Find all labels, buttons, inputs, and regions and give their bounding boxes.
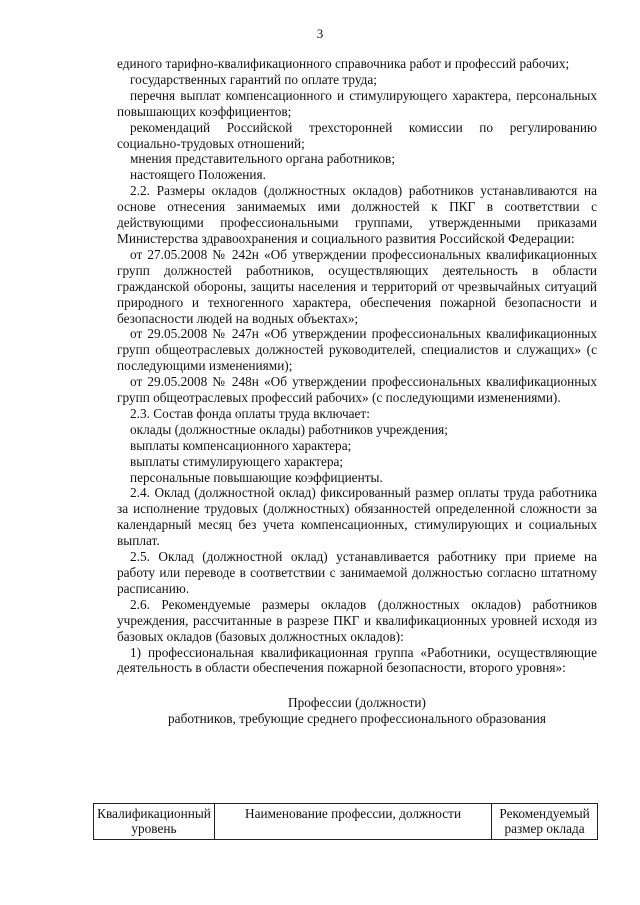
column-header-salary: Рекомендуемый размер оклада <box>492 804 598 840</box>
column-header-level: Квалификационный уровень <box>94 804 215 840</box>
paragraph: единого тарифно-квалификационного справочника работ и профессий рабочих; <box>117 56 570 71</box>
paragraph: выплаты стимулирующего характера; <box>130 453 344 469</box>
paragraph: 2.3. Состав фонда оплаты труда включает: <box>130 405 370 421</box>
professions-table <box>93 803 598 840</box>
paragraph: от 29.05.2008 № 248н «Об утверждении профессиональных квалификационных групп общеотраслевых профессий рабочих» (с последующими изменениями). <box>117 374 597 406</box>
paragraph: персональные повышающие коэффициенты. <box>130 469 383 485</box>
paragraph: 2.2. Размеры окладов (должностных окладов) работников устанавливаются на основе отнесения занимаемых ими должностей к ПКГ в соответствии с действующими профессиональными группами, утвержденными приказами Министерства здравоохранения и социального развития Российской Федерации: <box>117 183 597 246</box>
paragraph: настоящего Положения. <box>130 167 266 183</box>
table-header-row <box>94 804 598 840</box>
paragraph: мнения представительного органа работников; <box>130 151 396 167</box>
paragraph: перечня выплат компенсационного и стимулирующего характера, персональных повышающих коэффициентов; <box>117 87 597 119</box>
paragraph: 2.6. Рекомендуемые размеры окладов (должностных окладов) работников учреждения, рассчитанные в разрезе ПКГ и квалификационных уровней исходя из базовых окладов (базовых должностных окладов): <box>117 596 597 644</box>
paragraph: 1) профессиональная квалификационная группа «Работники, осуществляющие деятельность в области обеспечения пожарной безопасности, второго уровня»: <box>117 644 597 676</box>
document-body <box>117 56 597 727</box>
paragraph: выплаты компенсационного характера; <box>130 437 352 453</box>
page-number: 3 <box>316 26 324 41</box>
caption-line: работников, требующие среднего профессионального образования <box>168 711 546 727</box>
paragraph: оклады (должностные оклады) работников учреждения; <box>130 421 448 437</box>
paragraph: 2.5. Оклад (должностной оклад) устанавливается работнику при приеме на работу или переводе в соответствии с занимаемой должностью согласно штатному расписанию. <box>117 549 597 596</box>
paragraph: 2.4. Оклад (должностной оклад) фиксированный размер оплаты труда работника за исполнение трудовых (должностных) обязанностей определенной сложности за календарный месяц без учета компенсационных, стимулирующих и социальных выплат. <box>117 485 597 549</box>
paragraph: государственных гарантий по оплате труда; <box>130 71 377 87</box>
paragraph: рекомендаций Российской трехсторонней комиссии по регулированию социально-трудовых отношений; <box>117 119 597 151</box>
paragraph: от 27.05.2008 № 242н «Об утверждении профессиональных квалификационных групп должностей работников, осуществляющих деятельность в области гражданской обороны, защиты населения и территорий от чрезвычайных ситуаций природного и техногенного характера, обеспечения пожарной безопасности и безопасности людей на водных объектах»; <box>117 246 597 326</box>
caption-line: Профессии (должности) <box>288 695 426 711</box>
column-header-profession: Наименование профессии, должности <box>214 804 491 840</box>
paragraph: от 29.05.2008 № 247н «Об утверждении профессиональных квалификационных групп общеотраслевых должностей руководителей, специалистов и служащих» (с последующими изменениями); <box>117 326 597 374</box>
